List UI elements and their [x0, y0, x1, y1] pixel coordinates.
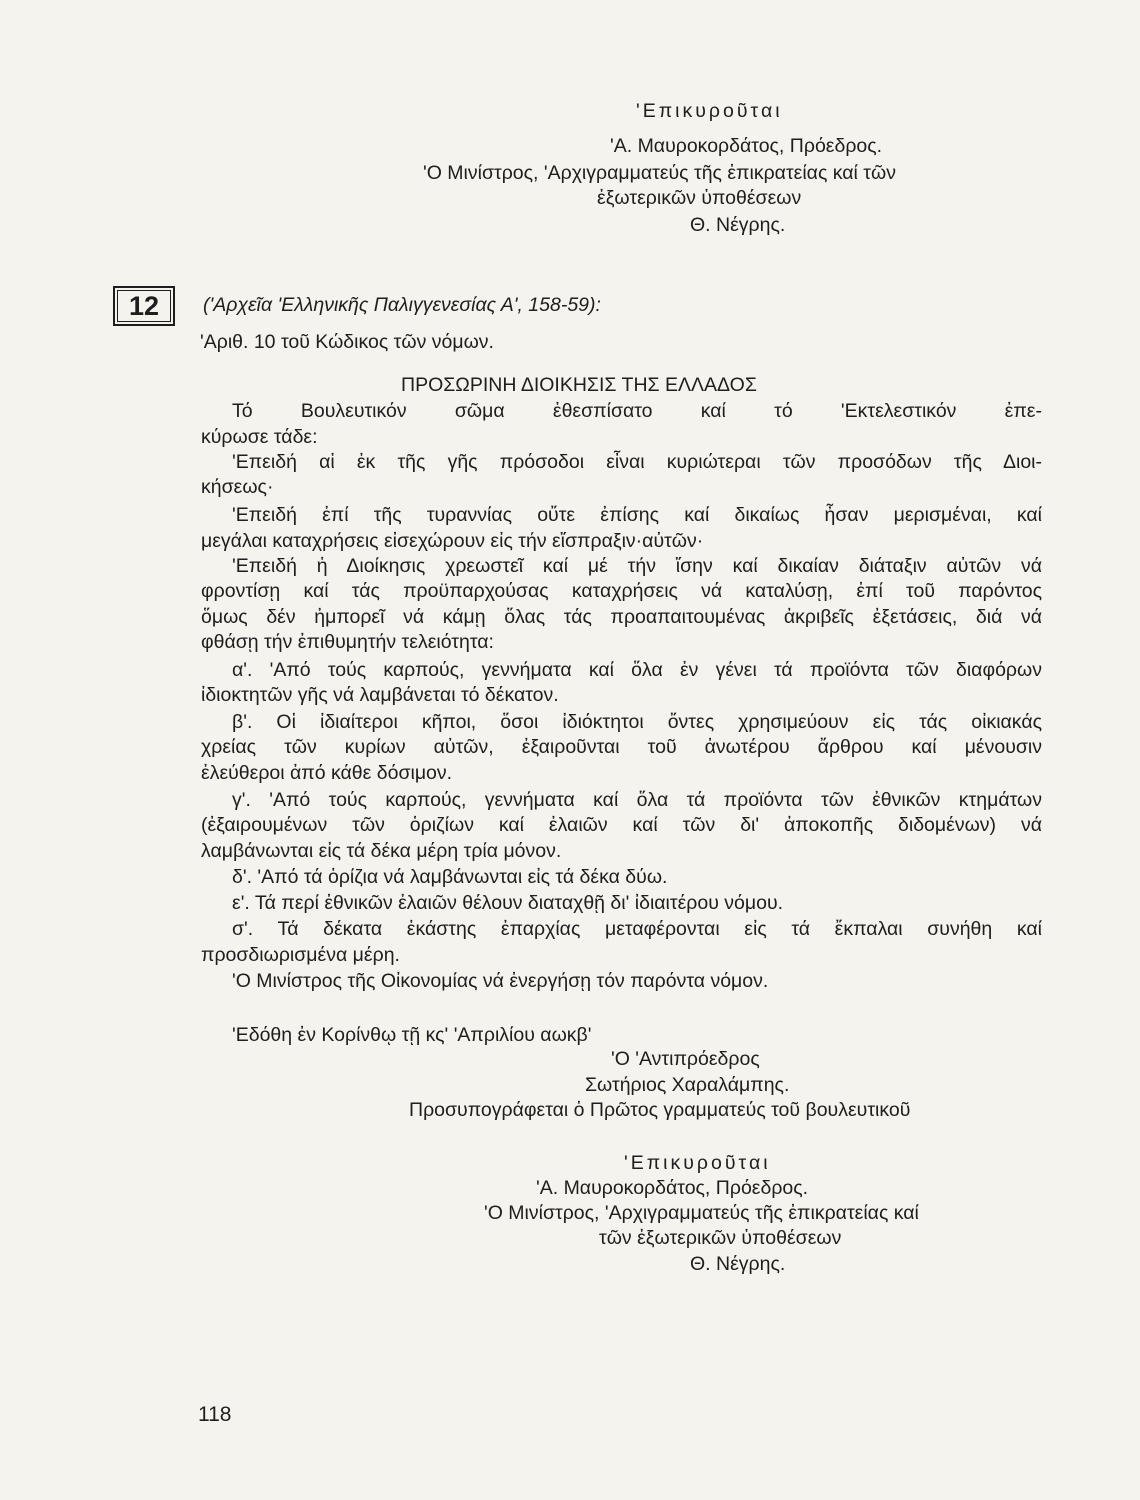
header-ratified-title: 'Επικυροῦται — [636, 100, 783, 122]
body-line: ὅμως δέν ἠμπορεῖ νά κάμῃ ὅλας τάς προαπαιτουμένας ἀκριβεῖς ἐξετάσεις, διά νά — [201, 606, 1042, 628]
article-alpha: α'. 'Από τούς καρπούς, γεννήματα καί ὅλα ἐν γένει τά προϊόντα τῶν διαφόρων — [232, 659, 1042, 681]
body-line: Τό Βουλευτικόν σῶμα ἐθεσπίσατο καί τό 'Εκτελεστικόν ἐπε- — [232, 400, 1042, 422]
article-delta: δ'. 'Από τά ὁρίζια νά λαμβάνωνται εἰς τά δέκα δύω. — [232, 866, 668, 888]
body-line: χρείας τῶν κυρίων αὐτῶν, ἐξαιροῦνται τοῦ ἀνωτέρου ἄρθρου καί μένουσιν — [201, 736, 1042, 758]
body-line: μεγάλαι καταχρήσεις εἰσεχώρουν εἰς τήν εἴσπραξιν·αὐτῶν· — [201, 530, 704, 552]
body-line: 'Επειδή αἱ ἐκ τῆς γῆς πρόσοδοι εἶναι κυριώτεραι τῶν προσόδων τῆς Διοι- — [232, 451, 1042, 473]
article-epsilon: ε'. Τά περί ἐθνικῶν ἐλαιῶν θέλουν διαταχθῇ δι' ἰδιαιτέρου νόμου. — [232, 892, 784, 914]
source-citation: ('Αρχεῖα 'Ελληνικῆς Παλιγγενεσίας Α', 158-59): — [203, 294, 601, 316]
body-line: ἐλεύθεροι ἀπό κάθε δόσιμον. — [201, 762, 453, 784]
footer-ratified-title: 'Επικυροῦται — [624, 1152, 771, 1174]
body-line: 'Επειδή ἐπί τῆς τυραννίας οὔτε ἐπίσης καί δικαίως ἦσαν μερισμέναι, καί — [232, 504, 1042, 526]
page-number: 118 — [198, 1403, 232, 1426]
footer-president: 'Α. Μαυροκορδάτος, Πρόεδρος. — [536, 1177, 809, 1199]
header-president: 'Α. Μαυροκορδάτος, Πρόεδρος. — [610, 135, 883, 157]
law-number: 'Αριθ. 10 τοῦ Κώδικος τῶν νόμων. — [200, 331, 494, 353]
countersign-line: Προσυπογράφεται ὁ Πρῶτος γραμματεύς τοῦ βουλευτικοῦ — [409, 1099, 911, 1121]
footer-minister-line: 'Ο Μινίστρος, 'Αρχιγραμματεύς τῆς ἐπικρατείας καί — [484, 1202, 919, 1224]
body-line: φθάσῃ τήν ἐπιθυμητήν τελειότητα: — [201, 631, 494, 653]
vice-president-title: 'Ο 'Αντιπρόεδρος — [611, 1048, 760, 1070]
body-line: λαμβάνωνται εἰς τά δέκα μέρη τρία μόνον. — [201, 840, 562, 862]
document-number-box: 12 — [113, 286, 175, 326]
header-minister-name: Θ. Νέγρης. — [690, 214, 786, 236]
body-line: φροντίσῃ καί τάς προϋπαρχούσας καταχρήσεις νά καταλύσῃ, ἐπί τοῦ παρόντος — [201, 580, 1042, 602]
body-line: 'Ο Μινίστρος τῆς Οἰκονομίας νά ἐνεργήσῃ τόν παρόντα νόμον. — [232, 970, 769, 992]
issued-line: 'Εδόθη ἐν Κορίνθῳ τῇ κς' 'Απριλίου αωκβ' — [232, 1024, 592, 1046]
body-line: 'Επειδή ἡ Διοίκησις χρεωστεῖ καί μέ τήν ἴσην καί δικαίαν διάταξιν αὐτῶν νά — [232, 555, 1042, 577]
body-line: (ἐξαιρουμένων τῶν ὁριζίων καί ἐλαιῶν καί τῶν δι' ἀποκοπῆς διδομένων) νά — [201, 814, 1042, 836]
body-line: κήσεως· — [201, 476, 274, 498]
article-stigma: σ'. Τά δέκατα ἑκάστης ἐπαρχίας μεταφέρονται εἰς τά ἔκπαλαι συνήθη καί — [232, 918, 1042, 940]
header-minister-line-2: ἐξωτερικῶν ὑποθέσεων — [597, 187, 802, 209]
article-gamma: γ'. 'Από τούς καρπούς, γεννήματα καί ὅλα τά προϊόντα τῶν ἐθνικῶν κτημάτων — [232, 789, 1042, 811]
body-line: κύρωσε τάδε: — [201, 426, 318, 448]
footer-minister-line-2: τῶν ἐξωτερικῶν ὑποθέσεων — [599, 1227, 842, 1249]
document-heading: ΠΡΟΣΩΡΙΝΗ ΔΙΟΙΚΗΣΙΣ ΤΗΣ ΕΛΛΑΔΟΣ — [401, 374, 757, 396]
footer-minister-name: Θ. Νέγρης. — [690, 1253, 786, 1275]
article-beta: β'. Οἱ ἰδιαίτεροι κῆποι, ὅσοι ἰδιόκτητοι ὄντες χρησιμεύουν εἰς τάς οἰκιακάς — [232, 711, 1042, 733]
body-line: προσδιωρισμένα μέρη. — [201, 944, 400, 966]
header-minister-line: 'Ο Μινίστρος, 'Αρχιγραμματεύς τῆς ἐπικρατείας καί τῶν — [423, 162, 896, 184]
body-line: ἰδιοκτητῶν γῆς νά λαμβάνεται τό δέκατον. — [201, 684, 559, 706]
vice-president-name: Σωτήριος Χαραλάμπης. — [585, 1074, 790, 1096]
